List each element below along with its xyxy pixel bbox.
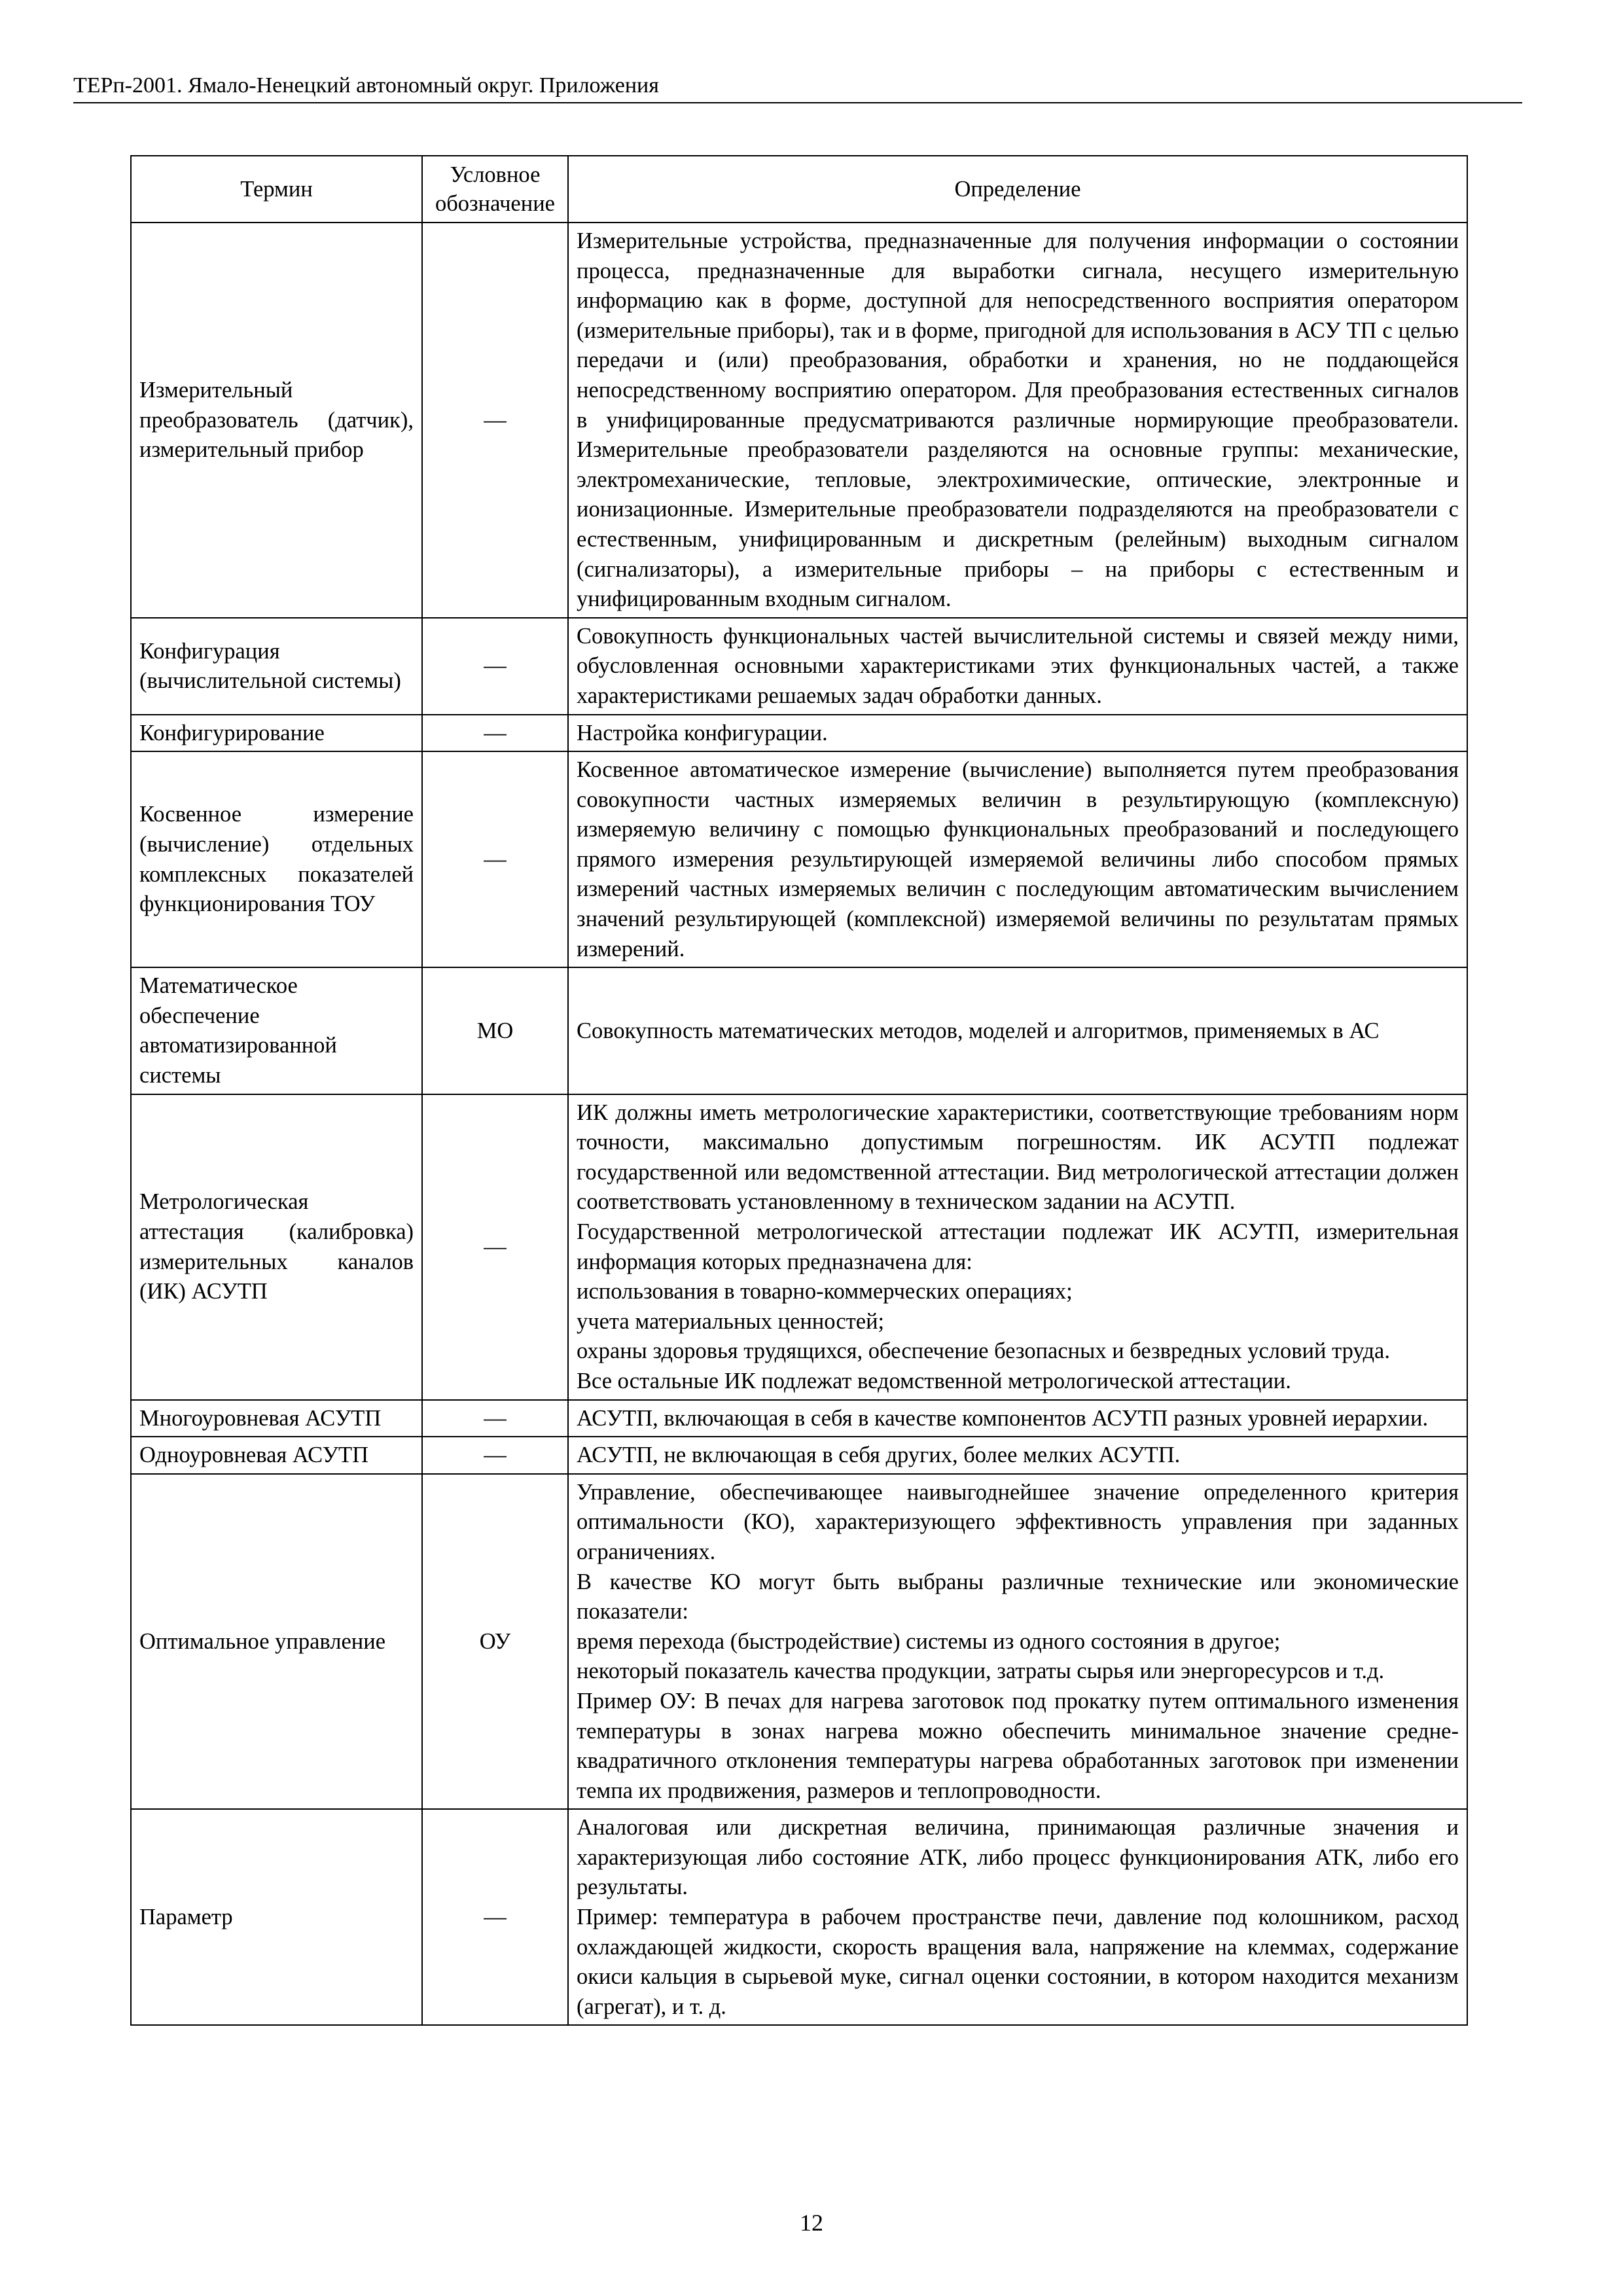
column-header-symbol: Условное обозначение — [422, 156, 568, 223]
definition-paragraph: Аналоговая или дискретная величина, принимающая различные значения и характеризующая либо состояние АТК, либо процесс функционирования АТК, либо его результаты. — [577, 1815, 1459, 1900]
definition-paragraph: Настройка конфигурации. — [577, 720, 828, 745]
definition-paragraph: Государственной метрологической аттестации подлежат ИК АСУТП, измерительная информация которых предназначена для: — [577, 1219, 1459, 1274]
terms-table — [130, 155, 1468, 2026]
definition-paragraph: Косвенное автоматическое измерение (вычисление) выполняется путем преобразования совокупности частных измеряемых величин в результирующую (комплексную) измеряемую величину с помощью функциональных преобразований и последующего прямого измерения результирующей измеряемой величины либо способом прямых измерений частных измеряемых величин с последующим автоматическим вычислением значений результирующей (комплексной) измеряемой величины по результатам прямых измерений. — [577, 757, 1459, 961]
table-row — [131, 1437, 1467, 1474]
definition-paragraph: охраны здоровья трудящихся, обеспечение безопасных и безвредных условий труда. — [577, 1338, 1390, 1364]
definition-paragraph: Пример ОУ: В печах для нагрева заготовок под прокатку путем оптимального изменения температуры в зонах нагрева можно обеспечить минимальное значение средне-квадратичного отклонения температуры нагрева обработанных заготовок при изменении темпа их продвижения, размеров и теплопроводности. — [577, 1688, 1459, 1803]
symbol-cell: — — [422, 751, 568, 967]
definition-cell — [568, 967, 1467, 1094]
symbol-cell: — — [422, 618, 568, 715]
definition-cell — [568, 751, 1467, 967]
term-cell: Метрологическая аттестация (калибровка) измерительных каналов (ИК) АСУТП — [131, 1094, 422, 1400]
term-cell: Параметр — [131, 1809, 422, 2025]
definition-cell — [568, 715, 1467, 752]
definition-paragraph: Измерительные устройства, предназначенные для получения информации о состоянии процесса, предназначенные для выработки сигнала, несущего измерительную информацию как в форме, доступной для непосредственного восприятия оператором (измерительные приборы), так и в форме, пригодной для использования в АСУ ТП с целью передачи и (или) преобразования, обработки и хранения, но не поддающейся непосредственному восприятию оператором. Для преобразования естественных сигналов в унифицированные предусматриваются различные нормирующие преобразователи. Измерительные преобразователи разделяются на основные группы: механические, электромеханические, тепловые, электрохимические, оптические, электронные и ионизационные. Измерительные преобразователи подразделяются на преобразователи с естественным, унифицированным и дискретным (релейным) выходным сигналом (сигнализаторы), а измерительные приборы – на приборы с естественным и унифицированным входным сигналом. — [577, 228, 1459, 612]
symbol-cell: — — [422, 1809, 568, 2025]
term-cell: Математическое обеспечение автоматизированной системы — [131, 967, 422, 1094]
definition-paragraph: ИК должны иметь метрологические характеристики, соответствующие требованиям норм точности, максимально допустимым погрешностям. ИК АСУТП подлежат государственной или ведомственной аттестации. Вид метрологической аттестации должен соответствовать установленному в техническом задании на АСУТП. — [577, 1100, 1459, 1215]
page-number: 12 — [800, 2210, 823, 2236]
table-row — [131, 223, 1467, 618]
term-cell: Одноуровневая АСУТП — [131, 1437, 422, 1474]
symbol-cell: — — [422, 1437, 568, 1474]
definition-paragraph: Совокупность математических методов, моделей и алгоритмов, применяемых в АС — [577, 1018, 1380, 1043]
table-row — [131, 1809, 1467, 2025]
definition-cell — [568, 1437, 1467, 1474]
term-cell: Оптимальное управление — [131, 1474, 422, 1810]
definition-cell — [568, 618, 1467, 715]
definition-cell — [568, 1094, 1467, 1400]
definition-cell — [568, 223, 1467, 618]
table-row — [131, 618, 1467, 715]
definition-paragraph: учета материальных ценностей; — [577, 1308, 885, 1334]
definition-paragraph: АСУТП, включающая в себя в качестве компонентов АСУТП разных уровней иерархии. — [577, 1405, 1429, 1431]
definition-paragraph: время перехода (быстродействие) системы из одного состояния в другое; — [577, 1628, 1281, 1654]
symbol-cell: ОУ — [422, 1474, 568, 1810]
table-row — [131, 1474, 1467, 1810]
term-cell: Многоуровневая АСУТП — [131, 1400, 422, 1437]
term-cell: Измерительный преобразователь (датчик), измерительный прибор — [131, 223, 422, 618]
definition-cell — [568, 1474, 1467, 1810]
definition-paragraph: Все остальные ИК подлежат ведомственной метрологической аттестации. — [577, 1368, 1291, 1393]
table-row — [131, 967, 1467, 1094]
term-cell: Косвенное измерение (вычисление) отдельных комплексных показателей функционирования ТОУ — [131, 751, 422, 967]
table-row — [131, 1400, 1467, 1437]
definition-paragraph: Управление, обеспечивающее наивыгоднейшее значение определенного критерия оптимальности (КО), характеризующего эффективность управления при заданных ограничениях. — [577, 1479, 1459, 1564]
table-header-row — [131, 156, 1467, 223]
table-row — [131, 751, 1467, 967]
definition-cell — [568, 1400, 1467, 1437]
definition-paragraph: В качестве КО могут быть выбраны различные технические или экономические показатели: — [577, 1569, 1459, 1624]
definition-paragraph: Совокупность функциональных частей вычислительной системы и связей между ними, обусловленная основными характеристиками этих функциональных частей, а также характеристиками решаемых задач обработки данных. — [577, 623, 1459, 708]
symbol-cell: МО — [422, 967, 568, 1094]
definition-cell — [568, 1809, 1467, 2025]
definition-paragraph: использования в товарно-коммерческих операциях; — [577, 1279, 1073, 1304]
table-row — [131, 1094, 1467, 1400]
column-header-term: Термин — [131, 156, 422, 223]
column-header-definition: Определение — [568, 156, 1467, 223]
table-row — [131, 715, 1467, 752]
symbol-cell: — — [422, 1094, 568, 1400]
definition-paragraph: АСУТП, не включающая в себя других, более мелких АСУТП. — [577, 1443, 1181, 1468]
definition-paragraph: некоторый показатель качества продукции, затраты сырья или энергоресурсов и т.д. — [577, 1659, 1385, 1684]
term-cell: Конфигурирование — [131, 715, 422, 752]
symbol-cell: — — [422, 223, 568, 618]
symbol-cell: — — [422, 1400, 568, 1437]
definition-paragraph: Пример: температура в рабочем пространстве печи, давление под колошником, расход охлаждающей жидкости, скорость вращения вала, напряжение на клеммах, содержание окиси кальция в сырьевой муке, сигнал оценки состоянии, в котором находится механизм (агрегат), и т. д. — [577, 1905, 1459, 2019]
symbol-cell: — — [422, 715, 568, 752]
term-cell: Конфигурация (вычислительной системы) — [131, 618, 422, 715]
running-header: ТЕРп-2001. Ямало-Ненецкий автономный округ. Приложения — [73, 72, 1522, 103]
